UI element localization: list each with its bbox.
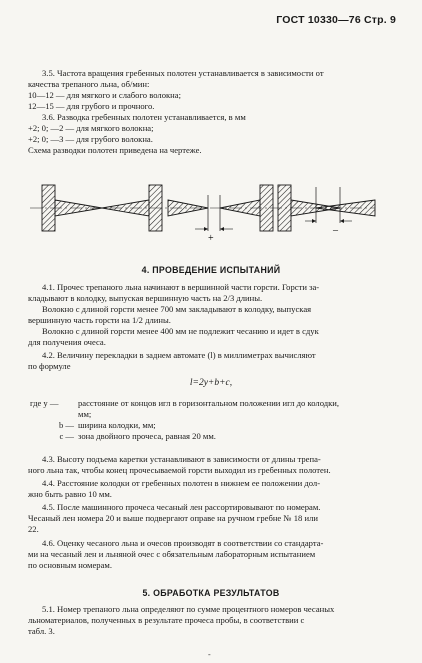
text-line: Схема разводки полотен приведена на чертеже. [28, 145, 202, 155]
text-line: табл. 3. [28, 626, 55, 636]
formula: l=2y+b+c, [189, 378, 233, 388]
paragraph-4-6 [28, 538, 398, 571]
text-line: Чесаный лен номера 20 и выше подвергают оправе на ручном гребне № 18 или [28, 513, 318, 523]
text-line: 4.1. Прочес трепаного льна начинают в вершинной части горсти. Горсти за- [42, 282, 320, 292]
paragraph-3-5 [28, 68, 398, 112]
text-line: 3.6. Разводка гребенных полотен устанавливается, в мм [42, 112, 246, 122]
section-title-5: 5. ОБРАБОТКА РЕЗУЛЬТАТОВ [142, 588, 280, 598]
comb-pair-minus [278, 185, 375, 236]
text-line: 4.3. Высоту подъема каретки устанавливают в зависимости от длины трепа- [42, 454, 321, 464]
text-line: +2; 0; —3 — для грубого волокна. [28, 134, 153, 144]
text-line: льноматериалов, полученных в результате прочеса пробы, в соответствии с [28, 615, 305, 625]
legend-value: ширина колодки, мм; [78, 420, 156, 430]
text-line: Волокно с длиной горсти менее 400 мм не подлежит чесанию и идет в сдук [42, 326, 319, 336]
comb-pair-plus [168, 185, 273, 244]
page-mark: - [208, 650, 211, 659]
text-line: 4.6. Оценку чесаного льна и очесов производят в соответствии со стандарта- [42, 538, 324, 548]
legend-value: расстояние от концов игл в горизонтальном положении игл до колодки, [78, 398, 340, 408]
minus-label: – [333, 225, 338, 236]
legend-value: зона двойного прочеса, равная 20 мм. [78, 431, 216, 441]
text-line: Волокно с длиной горсти менее 700 мм закладывают в колодку, выпуская [42, 304, 312, 314]
section-title-4: 4. ПРОВЕДЕНИЕ ИСПЫТАНИЙ [141, 265, 281, 275]
text-line: 4.5. После машинного прочеса чесаный лен рассортировывают по номерам. [42, 502, 321, 512]
text-line: 10—12 — для мягкого и слабого волокна; [28, 90, 181, 100]
legend-key: где y — [30, 398, 59, 408]
comb-pair-zero [42, 185, 162, 231]
text-line: +2; 0; —2 — для мягкого волокна; [28, 123, 154, 133]
paragraph-4-3 [28, 454, 398, 476]
text-line: 4.2. Величину перекладки в заднем автомате (l) в миллиметрах вычисляют [42, 350, 316, 360]
legend-key: c — [59, 431, 74, 441]
paragraph-3-6 [28, 112, 398, 156]
text-line: ного льна так, чтобы конец прочесываемой горсти выходил из гребенных полотен. [28, 465, 331, 475]
formula-legend [30, 398, 400, 442]
paragraph-4-2 [28, 350, 398, 372]
legend-value: мм; [78, 409, 92, 419]
text-line: кладывают в колодку, выпуская вершинную часть на 2/3 длины. [28, 293, 263, 303]
text-line: ми на чесаный лен и льняной очес с обязательным лабораторным испытанием [28, 549, 316, 559]
legend-key: b — [58, 420, 74, 430]
text-line: 3.5. Частота вращения гребенных полотен устанавливается в зависимости от [42, 68, 324, 78]
paragraph-4-4 [28, 478, 398, 500]
plus-label: + [208, 233, 214, 244]
text-line: качества трепаного льна, об/мин: [28, 79, 150, 89]
text-line: для получения очеса. [28, 337, 106, 347]
text-line: 12—15 — для грубого и прочного. [28, 101, 155, 111]
comb-spacing-scheme [30, 175, 390, 245]
text-line: жно быть равно 10 мм. [28, 489, 112, 499]
text-line: по основным номерам. [28, 560, 112, 570]
text-line: по формуле [28, 361, 71, 371]
text-line: 22. [28, 524, 39, 534]
text-line: 4.4. Расстояние колодки от гребенных полотен в нижнем ее положении дол- [42, 478, 321, 488]
paragraph-5-1 [28, 604, 398, 637]
text-line: вершинную часть горсти на 1/2 длины. [28, 315, 171, 325]
paragraph-4-5 [28, 502, 398, 535]
paragraph-4-1 [28, 282, 398, 348]
page-header: ГОСТ 10330—76 Стр. 9 [276, 14, 396, 26]
text-line: 5.1. Номер трепаного льна определяют по сумме процентного номеров чесаных [42, 604, 335, 614]
